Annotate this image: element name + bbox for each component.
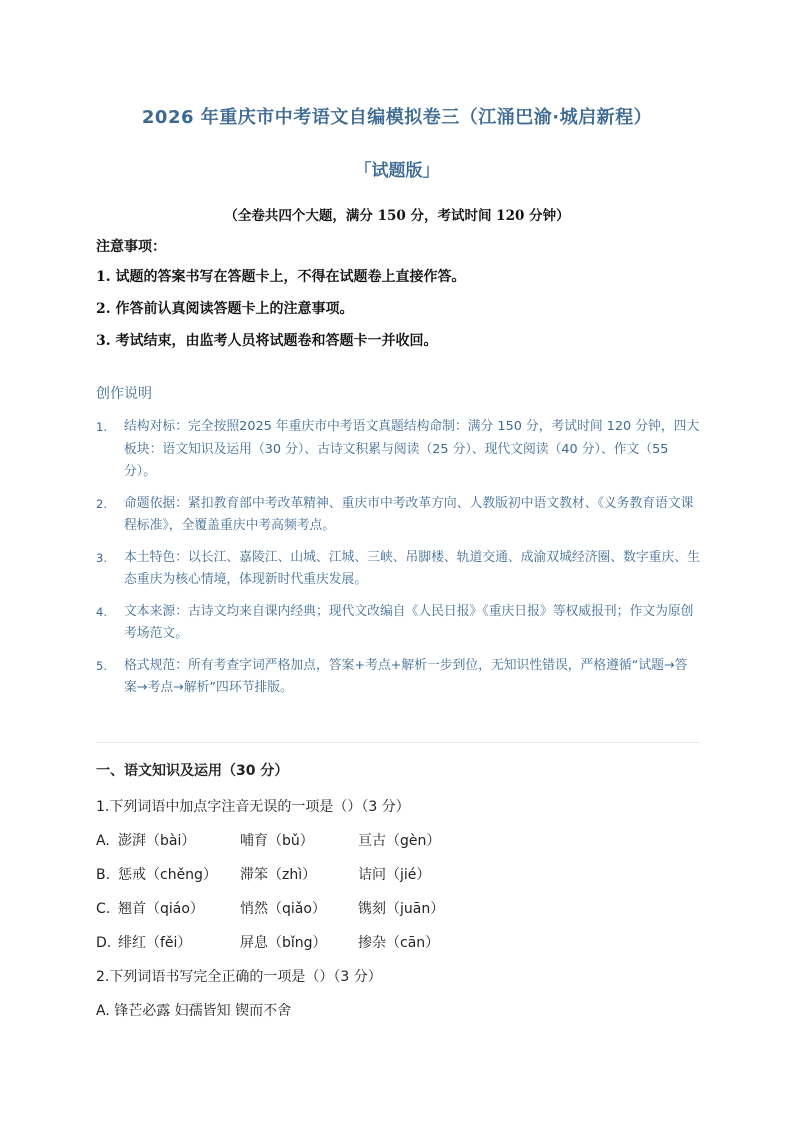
creation-note [96,655,700,700]
option-letter: D. [96,935,112,951]
question-1-option-a[interactable] [96,830,440,850]
section-divider [96,742,700,743]
option-word: 哺育（bǔ） [240,833,314,849]
note-head: 本土特色 [124,549,176,565]
exam-info: （全卷共四个大题，满分 150 分，考试时间 120 分钟） [224,208,570,224]
option-word: 滞笨（zhì） [240,867,317,883]
question-1-option-c[interactable] [96,898,444,918]
option-word: 屏息（bǐng） [240,935,327,951]
question-2-stem: 2.下列词语书写完全正确的一项是（）（3 分） [96,969,382,985]
note-number: 4. [96,604,107,619]
question-1-option-d[interactable] [96,932,439,952]
creation-note [96,416,700,484]
option-word: 诘问（jié） [358,867,431,883]
creation-notes [96,416,700,709]
note-text: ：紧扣教育部中考改革精神、重庆市中考改革方向、人教版初中语文教材、《义务教育语文课程标准》，全覆盖重庆中考高频考点。 [124,495,694,533]
option-word: 悄然（qiǎo） [240,901,326,917]
note-text: ：以长江、嘉陵江、山城、江城、三峡、吊脚楼、轨道交通、成渝双城经济圈、数字重庆、生态重庆为核心情境，体现新时代重庆发展。 [124,549,700,587]
notice-item: 3. 考试结束，由监考人员将试题卷和答题卡一并收回。 [96,333,438,349]
note-number: 1. [96,420,107,434]
option-word: 惩戒（chěng） [118,867,217,883]
note-head: 文本来源 [124,603,176,619]
notice-item: 1. 试题的答案书写在答题卡上，不得在试题卷上直接作答。 [96,269,466,285]
note-text: ：古诗文均来自课内经典；现代文改编自《人民日报》《重庆日报》等权威报刊；作文为原创考场范文。 [124,603,694,641]
page-title: 2026 年重庆市中考语文自编模拟卷三（江涌巴渝·城启新程） [141,107,653,128]
note-text: ：所有考查字词严格加点，答案+考点+解析一步到位，无知识性错误，严格遵循“试题→答案→考点→解析”四环节排版。 [124,657,688,695]
creation-note [96,493,700,538]
option-word: 掺杂（cān） [358,935,440,951]
option-letter: B. [96,867,111,883]
note-head: 命题依据 [124,495,176,511]
option-letter: A. [96,833,110,849]
option-word: 亘古（gèn） [358,833,441,849]
note-text: ：完全按照2025 年重庆市中考语文真题结构命制：满分 150 分，考试时间 120 分钟，四大板块：语文知识及运用（30 分）、古诗文积累与阅读（25 分）、现代文阅读（40 分）、作文（55 分）。 [124,419,700,479]
option-word: 镌刻（juān） [358,901,445,917]
option-word: 翘首（qiáo） [118,901,204,917]
note-number: 5. [96,658,107,673]
question-2-option-a[interactable]: A. 锋芒必露 妇孺皆知 锲而不舍 [96,1003,292,1019]
creation-note [96,547,700,592]
creation-heading: 创作说明 [96,386,152,402]
notice-item: 2. 作答前认真阅读答题卡上的注意事项。 [96,301,354,317]
page-subtitle: 「试题版」 [354,161,440,181]
question-1-stem: 1.下列词语中加点字注音无误的一项是（）（3 分） [96,799,410,815]
option-word: 澎湃（bài） [118,833,196,849]
question-1-option-b[interactable] [96,864,430,884]
note-head: 格式规范 [124,657,176,673]
note-number: 2. [96,496,107,511]
note-number: 3. [96,550,107,565]
option-letter: C. [96,901,111,917]
note-head: 结构对标 [124,419,176,434]
notice-heading: 注意事项： [96,239,166,255]
creation-note [96,601,700,646]
section-heading: 一、语文知识及运用（30 分） [96,763,289,779]
option-word: 绯红（fěi） [118,935,192,951]
